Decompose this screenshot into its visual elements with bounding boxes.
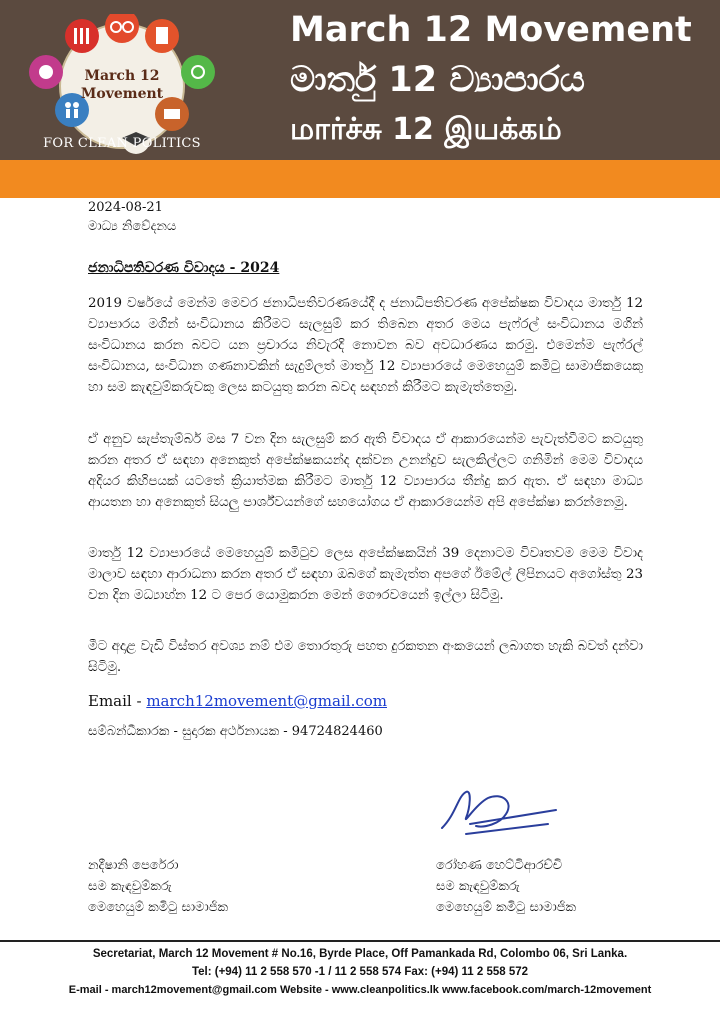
signatory-1 (88, 855, 228, 918)
logo-tagline: FOR CLEAN POLITICS (43, 136, 201, 151)
paragraph-3: මාර්තු 12 ව්‍යාපාරයේ මෙහෙයුම් කමිටුව ලෙස අපේක්ෂකයින් 39 දෙනාටම විවෘතවම මෙම විවාද මාලාව සඳහා ආරාධනා කරන අතර ඒ සඳහා ඔබගේ කැමැත්ත අපගේ ඊමේල් ලිපිනයට අගෝස්තු 23 වන දින මධ්‍යාහ්න 12 ට පෙර යොමුකරන මෙන් ගෞරවයෙන් ඉල්ලා සිටිමු. (88, 546, 643, 603)
playing-card-icon (145, 19, 179, 53)
letterhead-stripe (0, 160, 720, 198)
paragraph-1: 2019 වර්ෂයේ මෙන්ම මෙවර ජනාධිපතිවරණයේදී ද ජනාධිපතිවරණ අපේක්ෂක විවාදය මාර්තු 12 ව්‍යාපාරය මගින් සංවිධානය කිරීමට සැලසුම් කර තිබෙන අතර මෙය පැෆ්රල් සංවිධානය මගින් සංවිධානය කරන බවට යන ප්‍රචාරය නිවැරදි නොවන බව අවධාරණය කරමු. එමෙන්ම පැෆ්රල් සංවිධානය, සංවිධාන ගණනාවකින් සැදුම්ලත් මාර්තු 12 ව්‍යාපාරයේ මෙහෙයුම් කමිටු සාමාජිකයෙකු හා සම කැඳවුම්කරුවකු ලෙස කටයුතු කරන බවද සඳහන් කිරීමට කැමැත්තෙමු. (88, 296, 643, 395)
coordinator-contact: සම්බන්ධීකාරක - සුදාරක අර්ථනායක - 94724824460 (88, 724, 383, 739)
footer-address: Secretariat, March 12 Movement # No.16, Byrde Place, Off Pamankada Rd, Colombo 06, Sri Lanka. (92, 948, 628, 960)
signatory-name: රෝහණ හෙට්ටිආරච්චි (436, 858, 563, 873)
signatory-role: සම කැඳවුම්කරු (88, 879, 172, 894)
signatory-name: නදීෂානි පෙරේරා (88, 858, 179, 873)
letter-date: 2024-08-21 (88, 200, 163, 215)
logo-text-line1: March 12 (84, 68, 160, 84)
ring-icon (29, 55, 63, 89)
signatory-committee: මෙහෙයුම් කමිටු සාමාජික (88, 900, 229, 915)
logo-text-line2: Movement (80, 86, 164, 102)
org-title-sinhala: මාර්තු 12 ව්‍යාපාරය (290, 60, 585, 100)
email-link[interactable]: march12movement@gmail.com (146, 692, 387, 710)
handwritten-signature (436, 784, 566, 844)
footer-web-contacts: E-mail - march12movement@gmail.com Website - www.cleanpolitics.lk www.facebook.com/march-12movement (68, 984, 652, 996)
document-type: මාධ්‍ය නිවේදනය (88, 219, 177, 234)
footer-phone-fax: Tel: (+94) 11 2 558 570 -1 / 11 2 558 574 Fax: (+94) 11 2 558 572 (191, 966, 529, 978)
letter-heading: ජනාධිපතිවරණ විවාදය - 2024 (88, 260, 280, 276)
org-title-tamil: மார்ச்சு 12 இயக்கம் (290, 112, 562, 147)
leaf-icon (181, 55, 215, 89)
paragraph-4: මීට අදාළ වැඩි විස්තර අවශ්‍ය නම් එම තොරතුරු පහත දුරකතන අංකයෙන් ලබාගත හැකි බවත් දන්වා සිටිමු. (88, 639, 643, 675)
email-line (88, 692, 387, 710)
signatory-role: සම කැඳවුම්කරු (436, 879, 520, 894)
org-title-english: March 12 Movement (290, 10, 692, 50)
signatory-committee: මෙහෙයුම් කමිටු සාමාජික (436, 900, 577, 915)
prison-bars-icon (65, 19, 99, 53)
email-label: Email - (88, 692, 147, 710)
paragraph-2: ඒ අනුව සැප්තැම්බර් මස 7 වන දින සැලසුම් කර ඇති විවාදය ඒ ආකාරයෙන්ම පැවැත්වීමට කටයුතු කරන අතර ඒ සඳහා අනෙකුත් අපේක්ෂකයන්ද දක්වන උනන්දුව සැලකිල්ලට ගනිමින් මෙම විවාදය අදියර කිහිපයක් යටතේ ක්‍රියාත්මක කිරීමට මාර්තු 12 ව්‍යාපාරය තීන්දු කර ඇත. ඒ සඳහා මාධ්‍ය ආයතන හා අනෙකුත් සියලු පාර්ශ්වයන්ගේ සහයෝගය ඒ ආකාරයෙන්ම අපි අපේක්ෂා කරන්නෙමු. (88, 432, 643, 510)
money-icon (155, 97, 189, 131)
footer-divider (0, 940, 720, 942)
signatory-2 (436, 855, 576, 918)
